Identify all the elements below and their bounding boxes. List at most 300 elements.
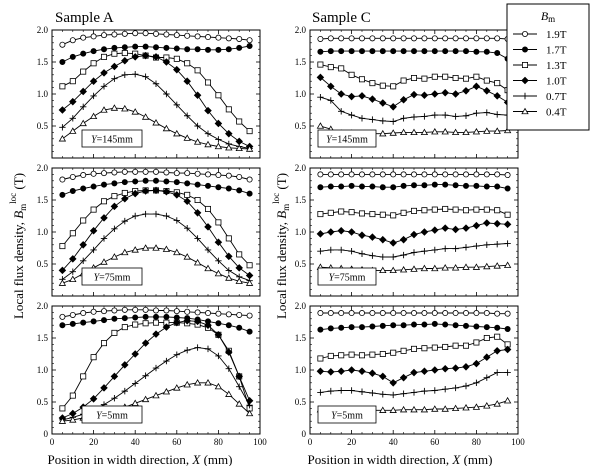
data-point — [452, 245, 458, 251]
data-point — [411, 183, 416, 188]
series-1.7T — [318, 49, 510, 62]
y-tick-label: 1.0 — [36, 89, 48, 99]
data-point — [101, 199, 106, 204]
data-point — [122, 72, 128, 78]
data-point — [359, 172, 364, 177]
data-point — [422, 183, 427, 188]
data-point — [91, 171, 96, 176]
data-point — [185, 192, 190, 197]
data-point — [216, 172, 221, 177]
data-point — [349, 352, 354, 357]
data-point — [195, 310, 200, 315]
data-point — [432, 321, 437, 326]
data-point — [205, 80, 210, 85]
data-point — [390, 240, 396, 246]
annotation — [82, 406, 142, 423]
data-point — [411, 172, 416, 177]
data-point — [163, 126, 169, 131]
data-point — [453, 49, 458, 54]
svg-text:Local flux density, Bmloc (T) — [8, 173, 28, 319]
ylabel-unit: (T) — [274, 172, 289, 193]
data-point — [328, 353, 333, 358]
data-point — [421, 248, 427, 254]
data-point — [216, 311, 221, 316]
data-point — [122, 307, 127, 312]
ylabel-symbol: B — [274, 210, 289, 219]
data-point — [70, 128, 76, 133]
annotation-label — [91, 135, 133, 146]
data-point — [380, 254, 386, 260]
data-point — [422, 346, 427, 351]
data-point — [463, 49, 468, 54]
xlabel-symbol: X — [192, 452, 201, 466]
data-point — [411, 208, 416, 213]
data-point — [484, 242, 490, 248]
data-point — [133, 322, 138, 327]
data-point — [473, 110, 479, 116]
data-point — [390, 254, 396, 260]
y-tick-label: 2.0 — [36, 301, 48, 311]
data-point — [132, 71, 138, 77]
data-point — [463, 76, 468, 81]
data-point — [70, 231, 75, 236]
plot-sample-c-y5 — [295, 301, 526, 447]
data-point — [422, 208, 427, 213]
data-point — [339, 325, 344, 330]
data-point — [185, 171, 190, 176]
data-point — [70, 393, 75, 398]
data-point — [504, 240, 510, 246]
data-point — [60, 314, 65, 319]
data-point — [463, 343, 468, 348]
annotation-symbol: Y — [91, 134, 97, 146]
data-point — [432, 74, 437, 79]
data-point — [453, 343, 458, 348]
data-point — [494, 348, 500, 354]
series-1.9T — [318, 172, 510, 178]
x-tick-label: 40 — [130, 437, 140, 447]
data-point — [133, 307, 138, 312]
data-point — [143, 321, 148, 326]
ylabel-subscript: m — [281, 203, 291, 211]
data-point — [484, 310, 489, 315]
data-point — [495, 184, 500, 189]
data-point — [338, 368, 344, 374]
data-point — [142, 74, 148, 80]
ylabel-left — [8, 173, 28, 319]
data-point — [205, 206, 210, 211]
data-point — [453, 323, 458, 328]
data-point — [216, 47, 221, 52]
data-point — [195, 197, 200, 202]
data-point — [495, 311, 500, 316]
ylabel-superscript: loc — [271, 192, 281, 204]
data-point — [359, 353, 364, 358]
data-point — [348, 387, 354, 393]
data-point — [101, 317, 106, 322]
data-point — [369, 252, 375, 258]
data-point — [164, 32, 169, 37]
data-point — [101, 33, 106, 38]
data-point — [390, 392, 396, 398]
data-point — [91, 355, 96, 360]
data-point — [443, 182, 448, 187]
data-point — [216, 185, 221, 190]
data-point — [226, 312, 231, 317]
data-point — [359, 325, 364, 330]
data-point — [317, 368, 323, 374]
series-1.7T — [318, 321, 510, 332]
data-point — [463, 208, 468, 213]
data-point — [60, 192, 65, 197]
ylabel-superscript: loc — [8, 192, 18, 204]
x-tick-label: 0 — [307, 437, 313, 447]
data-point — [153, 178, 158, 183]
legend-marker — [522, 62, 527, 67]
data-point — [60, 406, 65, 411]
data-point — [101, 341, 106, 346]
data-point — [359, 36, 364, 41]
data-point — [411, 369, 417, 375]
data-point — [463, 88, 469, 94]
x-tick-label: 60 — [430, 437, 440, 447]
annotation-label — [94, 273, 131, 284]
data-point — [401, 348, 406, 353]
data-point — [370, 36, 375, 41]
annotation-value: =75mm — [334, 272, 366, 284]
x-tick-label: 20 — [347, 437, 357, 447]
data-point — [153, 314, 158, 319]
data-point — [453, 207, 458, 212]
data-point — [411, 91, 417, 97]
data-point — [328, 172, 333, 177]
data-point — [237, 312, 242, 317]
data-point — [391, 310, 396, 315]
data-point — [453, 183, 458, 188]
data-point — [215, 271, 221, 276]
data-point — [495, 36, 500, 41]
data-point — [60, 59, 65, 64]
data-point — [318, 310, 323, 315]
annotation-symbol: Y — [93, 272, 100, 284]
data-point — [317, 389, 323, 395]
data-point — [195, 68, 200, 73]
data-point — [432, 247, 438, 253]
data-point — [111, 75, 117, 81]
data-point — [112, 45, 117, 50]
data-point — [328, 210, 333, 215]
data-point — [443, 310, 448, 315]
data-point — [111, 395, 117, 401]
data-point — [411, 322, 416, 327]
data-point — [349, 325, 354, 330]
data-point — [174, 179, 179, 184]
plot-sample-c-y75 — [295, 163, 518, 296]
data-point — [474, 49, 479, 54]
y-tick-label: 1.5 — [294, 333, 306, 343]
data-point — [348, 248, 354, 254]
y-tick-label: 0.5 — [36, 397, 48, 407]
data-point — [185, 61, 190, 66]
data-point — [463, 183, 468, 188]
data-point — [505, 326, 510, 331]
data-point — [112, 194, 117, 199]
data-point — [349, 210, 354, 215]
y-tick-label: 1.5 — [294, 57, 306, 67]
legend-marker — [522, 31, 527, 36]
data-point — [380, 310, 385, 315]
data-point — [247, 313, 252, 318]
data-point — [432, 227, 438, 233]
data-point — [101, 171, 106, 176]
data-point — [504, 369, 510, 375]
data-point — [247, 43, 252, 48]
series-1.9T — [318, 36, 510, 42]
data-point — [132, 380, 138, 386]
annotation-value: =145mm — [96, 134, 133, 146]
data-point — [226, 236, 231, 241]
data-point — [328, 229, 334, 235]
legend-title-subscript: m — [548, 14, 556, 24]
data-point — [133, 315, 138, 320]
data-point — [401, 49, 406, 54]
data-point — [453, 172, 458, 177]
data-point — [349, 72, 354, 77]
data-point — [494, 369, 500, 375]
data-point — [411, 231, 417, 237]
series-1.0T — [59, 187, 253, 279]
data-point — [318, 356, 323, 361]
data-point — [401, 78, 406, 83]
legend-label: 1.7T — [546, 44, 567, 57]
data-point — [400, 390, 406, 396]
data-point — [163, 358, 169, 364]
data-point — [411, 75, 416, 80]
data-point — [132, 213, 138, 219]
data-point — [359, 211, 364, 216]
data-point — [453, 310, 458, 315]
annotation-label — [331, 411, 363, 422]
data-point — [473, 380, 479, 386]
x-tick-label: 20 — [89, 437, 99, 447]
data-point — [484, 109, 490, 115]
data-point — [153, 169, 158, 174]
data-point — [432, 182, 437, 187]
annotation-label — [329, 273, 366, 284]
data-point — [317, 231, 323, 237]
data-point — [443, 322, 448, 327]
data-point — [81, 218, 86, 223]
x-tick-label: 60 — [172, 437, 182, 447]
data-point — [318, 36, 323, 41]
x-tick-label: 80 — [471, 437, 481, 447]
data-point — [359, 49, 364, 54]
data-point — [184, 135, 190, 140]
data-point — [101, 182, 106, 187]
series-1.3T — [318, 206, 510, 218]
data-point — [185, 47, 190, 52]
data-point — [70, 321, 75, 326]
data-point — [101, 309, 106, 314]
data-point — [247, 177, 252, 182]
data-point — [339, 36, 344, 41]
data-point — [112, 51, 117, 56]
ylabel-right — [271, 173, 291, 319]
data-point — [111, 63, 117, 69]
y-tick-label: 0.5 — [294, 121, 306, 131]
data-point — [442, 245, 448, 251]
data-point — [421, 113, 427, 119]
data-point — [474, 324, 479, 329]
data-point — [411, 36, 416, 41]
data-point — [411, 389, 417, 395]
data-point — [432, 91, 438, 97]
data-point — [153, 31, 158, 36]
data-point — [328, 247, 334, 253]
data-point — [453, 75, 458, 80]
data-point — [247, 38, 252, 43]
data-point — [463, 172, 468, 177]
data-point — [133, 169, 138, 174]
data-point — [112, 308, 117, 313]
data-point — [494, 241, 500, 247]
xlabel-prefix: Position in width direction, — [47, 452, 193, 466]
data-point — [400, 115, 406, 121]
data-point — [216, 93, 221, 98]
series-1.0T — [317, 220, 511, 246]
data-point — [111, 254, 117, 259]
y-tick-label: 0.5 — [36, 259, 48, 269]
data-point — [369, 390, 375, 396]
data-point — [194, 344, 200, 350]
annotation — [318, 130, 376, 147]
data-point — [328, 49, 333, 54]
data-point — [380, 236, 386, 242]
data-point — [328, 326, 333, 331]
data-point — [174, 309, 179, 314]
data-point — [463, 383, 469, 389]
data-point — [122, 196, 128, 202]
annotation-value: =75mm — [99, 272, 131, 284]
data-point — [70, 54, 75, 59]
data-point — [164, 45, 169, 50]
data-point — [185, 181, 190, 186]
data-point — [421, 229, 427, 235]
data-point — [380, 373, 386, 379]
data-point — [247, 263, 252, 268]
data-point — [452, 113, 458, 119]
data-point — [70, 79, 75, 84]
data-point — [81, 186, 86, 191]
annotation — [82, 268, 142, 285]
xlabel-unit: (mm) — [200, 452, 233, 466]
data-point — [143, 314, 148, 319]
x-tick-label: 80 — [213, 437, 223, 447]
data-point — [411, 49, 416, 54]
data-point — [142, 373, 148, 379]
data-point — [153, 320, 158, 325]
data-point — [318, 211, 323, 216]
data-point — [505, 262, 511, 267]
data-point — [348, 229, 354, 235]
data-point — [484, 78, 489, 83]
data-point — [164, 179, 169, 184]
data-point — [349, 49, 354, 54]
data-point — [122, 169, 127, 174]
data-point — [380, 323, 385, 328]
data-point — [359, 77, 364, 82]
data-point — [328, 369, 334, 375]
data-point — [432, 310, 437, 315]
data-point — [122, 325, 127, 330]
annotation-value: =5mm — [336, 410, 363, 422]
data-point — [122, 190, 127, 195]
data-point — [59, 136, 65, 141]
annotation-value: =5mm — [101, 410, 128, 422]
plot-sample-a-y75 — [37, 163, 260, 296]
data-point — [452, 385, 458, 391]
data-point — [112, 181, 117, 186]
data-point — [484, 325, 489, 330]
annotation-value: =145mm — [331, 134, 368, 146]
y-tick-label: 1.0 — [294, 227, 306, 237]
data-point — [494, 220, 500, 226]
data-point — [400, 236, 406, 242]
data-point — [195, 171, 200, 176]
data-point — [339, 66, 344, 71]
data-point — [401, 36, 406, 41]
ylabel-prefix: Local flux density, — [11, 218, 26, 320]
title-sample-a: Sample A — [55, 10, 114, 26]
data-point — [380, 172, 385, 177]
data-point — [432, 387, 438, 393]
data-point — [318, 185, 323, 190]
data-point — [328, 184, 333, 189]
data-point — [143, 307, 148, 312]
data-point — [143, 114, 149, 119]
data-point — [349, 183, 354, 188]
y-tick-label: 1.0 — [36, 365, 48, 375]
data-point — [60, 323, 65, 328]
data-point — [205, 346, 211, 352]
data-point — [422, 49, 427, 54]
legend-label: 0.4T — [546, 106, 567, 119]
data-point — [443, 344, 448, 349]
data-point — [380, 185, 385, 190]
data-point — [443, 74, 448, 79]
data-point — [339, 172, 344, 177]
data-point — [359, 184, 364, 189]
data-point — [349, 310, 354, 315]
data-point — [143, 178, 148, 183]
data-point — [422, 36, 427, 41]
data-point — [91, 207, 96, 212]
data-point — [422, 172, 427, 177]
y-tick-label: 1.5 — [36, 333, 48, 343]
data-point — [80, 242, 86, 248]
data-point — [505, 311, 510, 316]
data-point — [484, 354, 490, 360]
data-point — [442, 112, 448, 118]
data-point — [205, 183, 210, 188]
data-point — [390, 380, 396, 386]
data-point — [153, 211, 159, 217]
legend-label: 1.0T — [546, 75, 567, 88]
data-point — [205, 47, 210, 52]
data-point — [359, 251, 365, 257]
data-point — [473, 83, 479, 89]
data-point — [463, 244, 469, 250]
